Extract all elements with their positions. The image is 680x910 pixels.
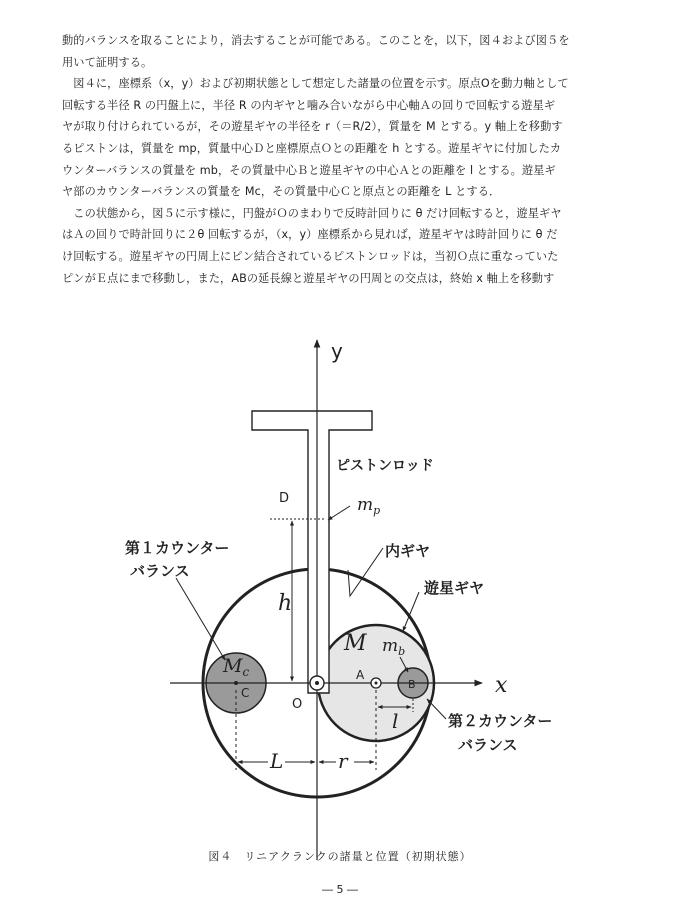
- second-cb-leader: [427, 699, 446, 719]
- second-cb-label-line1: 第２カウンター: [448, 712, 553, 730]
- point-c-dot: [234, 681, 238, 685]
- text-line: 図４に，座標系（x，y）および初期状態として想定した諸量の位置を示す。原点Oを動力軸として: [62, 77, 569, 91]
- mc-label: $M_c$: [223, 655, 250, 679]
- first-cb-label-line1: 第１カウンター: [125, 539, 230, 557]
- l-label: l: [392, 709, 399, 733]
- figure-caption: 図４ リニアクランクの諸量と位置（初期状態）: [208, 850, 472, 863]
- mass-m-label: M: [344, 631, 367, 656]
- mp-leader: [328, 506, 350, 520]
- origin-dot: [315, 681, 319, 685]
- mp-label: $m_p$: [357, 495, 381, 517]
- piston-rod-label: ピストンロッド: [336, 458, 434, 474]
- mb-label: $m_b$: [382, 636, 406, 658]
- first-cb-leader: [176, 578, 225, 660]
- text-line: るピストンは，質量を mp，質量中心Ｄと座標原点Ｏとの距離を h とする。遊星ギヤに付加したカ: [62, 141, 562, 155]
- planet-gear-label: 遊星ギヤ: [424, 579, 485, 597]
- point-a-dot: [375, 682, 378, 685]
- inner-gear-leader: [348, 548, 383, 596]
- text-line: 動的バランスを取ることにより，消去することが可能である。このことを，以下，図４および図５を: [62, 34, 570, 47]
- text-line: ヤ部のカウンターバランスの質量を Mc，その質量中心Ｃと原点との距離を L とする．: [62, 185, 501, 199]
- y-axis-label: y: [331, 339, 343, 363]
- origin-label: O: [292, 697, 303, 712]
- a-label: A: [356, 668, 365, 682]
- text-line: はＡの回りで時計回りに２θ 回転するが，（x，y）座標系から見れば，遊星ギヤは時計回りに θ だ: [62, 228, 558, 242]
- page-number: ― 5 ―: [322, 883, 358, 896]
- l-cap-label: L: [270, 749, 284, 773]
- b-label: B: [408, 678, 416, 691]
- text-line: 用いて証明する。: [62, 55, 153, 69]
- inner-gear-label: 内ギヤ: [385, 542, 431, 560]
- second-cb-label-line2: バランス: [458, 736, 518, 754]
- text-line: ヤが取り付けられているが，その遊星ギヤの半径を r（＝R/2），質量を M とする。y 軸上を移動す: [62, 120, 563, 134]
- c-label: C: [241, 686, 250, 700]
- x-axis-label: x: [495, 673, 508, 698]
- text-line: け回転する。遊星ギヤの円周上にピン結合されているピストンロッドは，当初Ｏ点に重なっていた: [62, 249, 559, 263]
- text-line: ピンがＥ点にまで移動し，また，ABの延長線と遊星ギヤの円周との交点は，終始 x 軸上を移動す: [62, 271, 555, 285]
- text-line: 回転する半径 R の円盤上に，半径 R の内ギヤと噛み合いながら中心軸Ａの回りで回転する遊星ギ: [62, 98, 556, 112]
- h-label: h: [278, 591, 293, 616]
- first-cb-label-line2: バランス: [130, 562, 190, 580]
- d-label: D: [279, 491, 290, 506]
- text-line: ウンターバランスの質量を mb，その質量中心Ｂと遊星ギヤの中心Ａとの距離を l とする。遊星ギ: [62, 163, 556, 177]
- text-line: この状態から，図５に示す様に，円盤がＯのまわりで反時計回りに θ だけ回転すると，遊星ギヤ: [62, 206, 562, 220]
- r-label: r: [338, 749, 348, 773]
